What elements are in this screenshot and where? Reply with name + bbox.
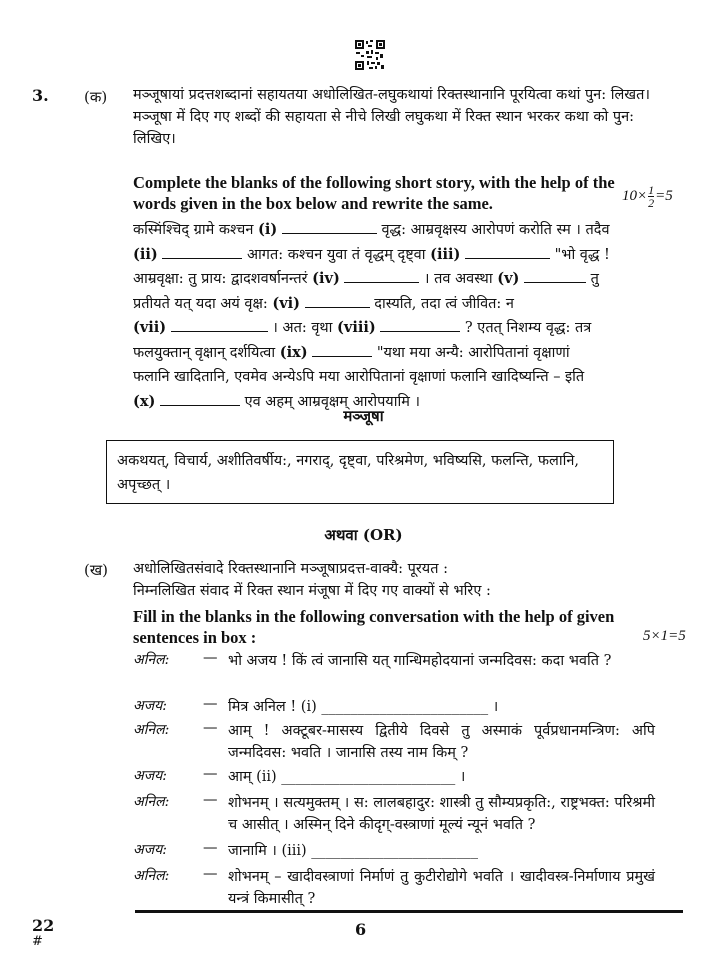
story-text: फलयुक्तान् वृक्षान् दर्शयित्वा xyxy=(133,344,280,361)
story-text: "यथा मया अन्यै: आरोपितानां वृक्षाणां xyxy=(372,344,570,361)
story-text: आगत: कश्चन युवा तं वृद्धम् दृष्ट्वा xyxy=(242,246,431,263)
part-b-instructions xyxy=(133,558,655,602)
dialogue-dash: — xyxy=(203,840,218,856)
blank-marker: (ix) xyxy=(279,343,308,361)
story-text: प्रतीयते यत् यदा अयं वृक्ष: xyxy=(133,295,273,312)
story-blank xyxy=(171,317,268,332)
story-blank xyxy=(312,342,372,357)
story-text: । तव अवस्था xyxy=(419,271,498,287)
story-text: तु xyxy=(585,271,599,287)
dialogue-dash: — xyxy=(203,792,218,808)
footer-rule xyxy=(135,910,683,913)
story-blank xyxy=(162,244,242,259)
blank-marker: (viii) xyxy=(337,319,376,336)
marks-a-den: 2 xyxy=(648,196,655,210)
speaker: अनिल: xyxy=(133,652,170,668)
story-text: आम्रवृक्षा: तु प्राय: द्वादशवर्षानन्तरं xyxy=(133,271,313,287)
speaker: अजय: xyxy=(133,768,167,784)
sanskrit-instruction-b: अधोलिखितसंवादे रिक्तस्थानानि मञ्जूषाप्रदत्त-वाक्यै: पूरयत : xyxy=(133,561,448,577)
hindi-instruction-a: मञ्जूषा में दिए गए शब्दों की सहायता से नीचे लिखी लघुकथा में रिक्त स्थान भरकर कथा को पुन: लिखिए। xyxy=(133,109,635,147)
story-text: दास्यति, तदा त्वं जीवित: न xyxy=(369,295,514,312)
story-blank xyxy=(305,293,370,308)
blank-marker: (v) xyxy=(497,270,520,287)
part-a-instructions xyxy=(133,84,655,150)
story-line xyxy=(133,341,655,366)
story-text: एव अहम् आम्रवृक्षम् आरोपयामि । xyxy=(239,393,421,410)
or-label: अथवा (OR) xyxy=(324,526,403,544)
story-line xyxy=(133,267,655,292)
qr-code-icon xyxy=(355,40,385,70)
dialogue-text: मित्र अनिल ! (i) _______________________ । xyxy=(228,699,499,715)
box-words: अकथयत्, विचार्य, अशीतिवर्षीय:, नगराद्, दृष्ट्वा, परिश्रमेण, भविष्यसि, फलन्ति, फलानि, अपृच्छत् । xyxy=(117,453,580,493)
marks-b: 5×1=5 xyxy=(643,628,686,644)
part-a-label: (क) xyxy=(84,88,108,106)
speaker: अनिल: xyxy=(133,868,170,884)
box-title: मञ्जूषा xyxy=(343,407,384,425)
sanskrit-instruction-a: मञ्जूषायां प्रदत्तशब्दानां सहायतया अधोलिखित-लघुकथायां रिक्तस्थानानि पूरयित्वा कथां पुन: लिखत। xyxy=(133,87,650,103)
blank-marker: (iii) xyxy=(430,245,461,263)
blank-marker: (ii) xyxy=(133,245,158,263)
story-line xyxy=(133,316,655,341)
marks-a-fraction xyxy=(648,184,654,209)
dialogue-text: शोभनम् – खादीवस्त्राणां निर्माणं तु कुटीरोद्योगे भवति । खादीवस्त्र-निर्माणाय प्रमुखं यन्त्रं किमासीत् ? xyxy=(228,869,655,907)
marks-a-suffix: =5 xyxy=(655,187,673,204)
question-number: 3. xyxy=(32,86,49,105)
story-text: कस्मिंश्चिद् ग्रामे कश्चन xyxy=(133,222,259,238)
english-instruction-b: Fill in the blanks in the following conversation with the help of given sentences in box : xyxy=(133,607,615,647)
hindi-instruction-b: निम्नलिखित संवाद में रिक्त स्थान मंजूषा में दिए गए वाक्यों से भरिए : xyxy=(133,583,491,599)
blank-marker: (vii) xyxy=(133,319,167,336)
story-text: फलानि खादितानि, एवमेव अन्येऽपि मया आरोपितानां वृक्षाणां फलानि खादिष्यन्ति – इति xyxy=(133,369,585,385)
blank-marker: (iv) xyxy=(312,270,340,287)
speaker: अजय: xyxy=(133,842,167,858)
marks-a-num: 1 xyxy=(648,183,655,197)
part-b-label: (ख) xyxy=(84,561,108,579)
dialogue-text: शोभनम् । सत्यमुक्तम् । स: लालबहादुर: शास्त्री तु सौम्यप्रकृति:, राष्ट्रभक्त: परिश्रमी च आसीत् । अस्मिन् दिने कीदृग्-वस्त्राणां मूल्यं न्यूनं भवति ? xyxy=(228,795,655,833)
story-blank xyxy=(160,391,240,406)
story-line xyxy=(133,292,655,317)
story-paragraph xyxy=(133,218,655,414)
page-number: 6 xyxy=(355,920,367,939)
blank-marker: (i) xyxy=(258,221,278,238)
story-blank xyxy=(524,268,586,283)
story-blank xyxy=(380,317,460,332)
paper-code-number: 22 xyxy=(32,916,55,935)
english-instruction-a: Complete the blanks of the following short story, with the help of the words given in the box below and rewrite the same. xyxy=(133,173,615,213)
dialogue-dash: — xyxy=(203,720,218,736)
dialogue-dash: — xyxy=(203,866,218,882)
story-text: ? एतत् निशम्य वृद्ध: तत्र xyxy=(460,320,592,336)
dialogue-text: जानामि । (iii) _______________________ xyxy=(228,843,479,859)
dialogue-text: आम् ! अक्टूबर-मासस्य द्वितीये दिवसे तु अस्माकं पूर्वप्रधानमन्त्रिण: अपि जन्मदिवस: भवति । जानासि तस्य नाम किम् ? xyxy=(228,723,655,761)
story-text: । अत: वृथा xyxy=(267,320,338,336)
word-box xyxy=(106,440,614,504)
dialogue-dash: — xyxy=(203,766,218,782)
speaker: अजय: xyxy=(133,698,167,714)
dialogue-text: आम् (ii) ________________________ । xyxy=(228,769,466,785)
blank-marker: (vi) xyxy=(272,294,301,312)
story-line xyxy=(133,365,655,390)
blank-marker: (x) xyxy=(133,392,156,410)
story-blank xyxy=(282,219,377,234)
dialogue-text: भो अजय ! किं त्वं जानासि यत् गान्धिमहोदयानां जन्मदिवस: कदा भवति ? xyxy=(228,653,612,669)
paper-code-symbol: # xyxy=(32,934,43,949)
paper-code xyxy=(32,918,54,950)
story-line xyxy=(133,218,655,243)
story-line xyxy=(133,243,655,268)
dialogue-dash: — xyxy=(203,696,218,712)
marks-a xyxy=(622,184,673,209)
dialogue-dash: — xyxy=(203,650,218,666)
speaker: अनिल: xyxy=(133,722,170,738)
story-blank xyxy=(344,268,419,283)
story-blank xyxy=(465,244,550,259)
story-text: वृद्ध: आम्रवृक्षस्य आरोपणं करोति स्म । तदैव xyxy=(376,222,610,238)
marks-a-prefix: 10× xyxy=(622,187,648,204)
speaker: अनिल: xyxy=(133,794,170,810)
story-text: "भो वृद्ध ! xyxy=(549,246,610,263)
